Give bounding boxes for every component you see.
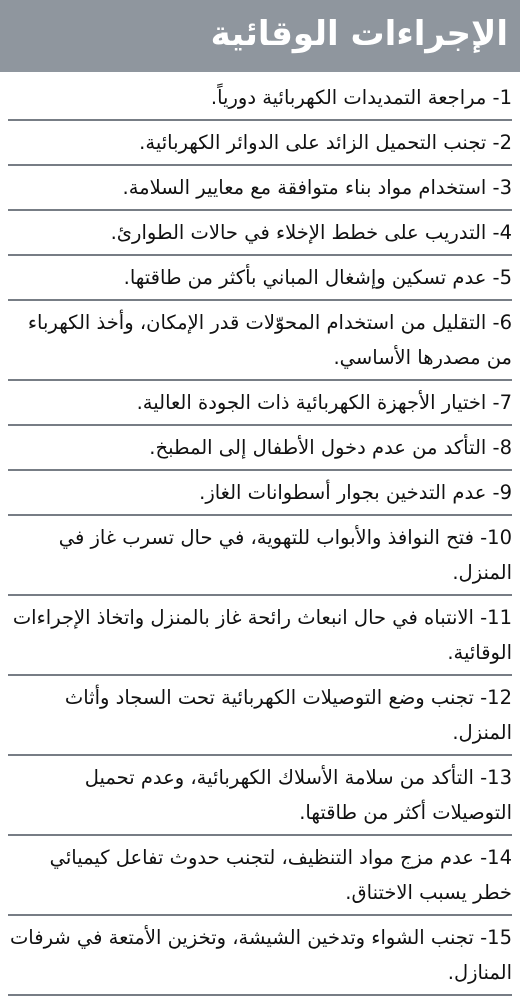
- list-item: 14- عدم مزج مواد التنظيف، لتجنب حدوث تفاعل كيميائي خطر يسبب الاختناق.: [8, 836, 512, 916]
- list-item: 1- مراجعة التمديدات الكهربائية دورياً.: [8, 72, 512, 121]
- list-item: 10- فتح النوافذ والأبواب للتهوية، في حال تسرب غاز في المنزل.: [8, 516, 512, 596]
- list-item: 9- عدم التدخين بجوار أسطوانات الغاز.: [8, 471, 512, 516]
- list-item: 11- الانتباه في حال انبعاث رائحة غاز بالمنزل واتخاذ الإجراءات الوقائية.: [8, 596, 512, 676]
- list-item: 7- اختيار الأجهزة الكهربائية ذات الجودة العالية.: [8, 381, 512, 426]
- list-item: 3- استخدام مواد بناء متوافقة مع معايير السلامة.: [8, 166, 512, 211]
- page-title: الإجراءات الوقائية: [210, 14, 508, 54]
- list-item: 12- تجنب وضع التوصيلات الكهربائية تحت السجاد وأثاث المنزل.: [8, 676, 512, 756]
- list-item: 15- تجنب الشواء وتدخين الشيشة، وتخزين الأمتعة في شرفات المنازل.: [8, 916, 512, 996]
- title-banner: [0, 0, 520, 72]
- list-item: 4- التدريب على خطط الإخلاء في حالات الطوارئ.: [8, 211, 512, 256]
- list-item: 6- التقليل من استخدام المحوّلات قدر الإمكان، وأخذ الكهرباء من مصدرها الأساسي.: [8, 301, 512, 381]
- list-item: 2- تجنب التحميل الزائد على الدوائر الكهربائية.: [8, 121, 512, 166]
- precautions-list: [0, 72, 520, 996]
- list-item: 13- التأكد من سلامة الأسلاك الكهربائية، وعدم تحميل التوصيلات أكثر من طاقتها.: [8, 756, 512, 836]
- list-item: 5- عدم تسكين وإشغال المباني بأكثر من طاقتها.: [8, 256, 512, 301]
- list-item: 8- التأكد من عدم دخول الأطفال إلى المطبخ.: [8, 426, 512, 471]
